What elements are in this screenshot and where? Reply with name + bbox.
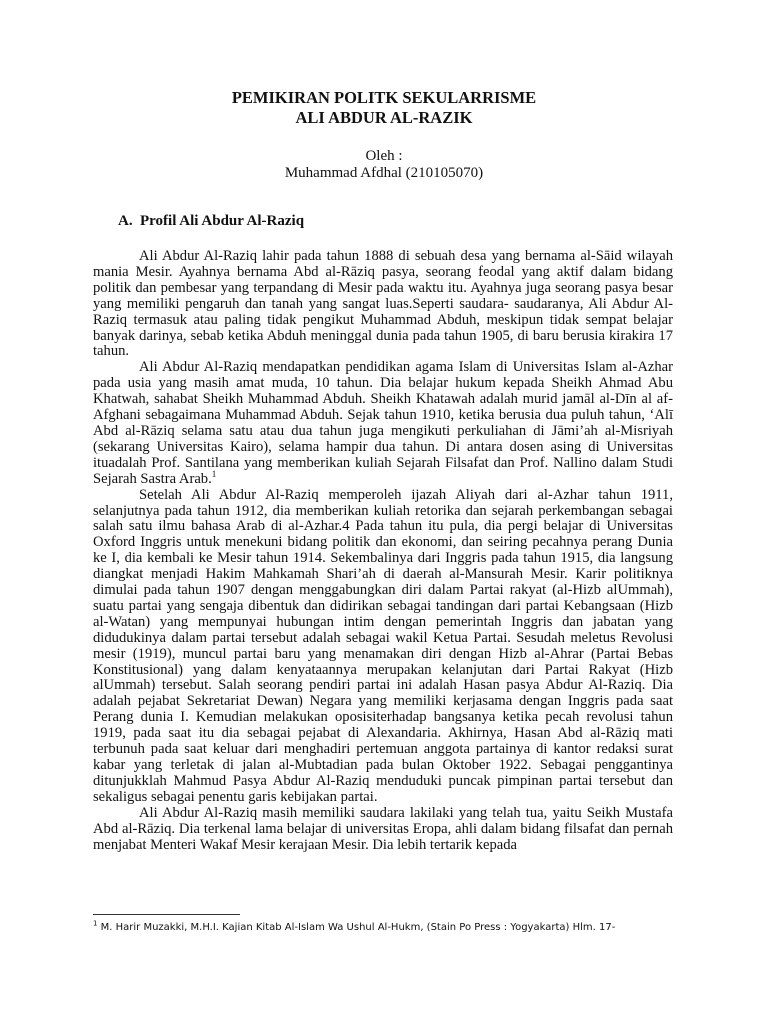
document-title [0, 88, 768, 128]
footnote-divider [93, 914, 240, 915]
title-line-1: PEMIKIRAN POLITK SEKULARRISME [231, 88, 537, 107]
paragraph-2 [93, 360, 673, 487]
footnote-number: 1 [93, 919, 98, 928]
paragraph-1: Ali Abdur Al-Raziq lahir pada tahun 1888 di sebuah desa yang bernama al-Sāid wilayah mania Mesir. Ayahnya bernama Abd al-Rāziq pasya, seorang feodal yang aktif dalam bidang politik dan pembesar yang terpandang di Mesir pada waktu itu. Ayahnya juga seorang pasya besar yang memiliki pengaruh dan tanah yang sangat luas.Seperti saudara- saudaranya, Ali Abdur Al-Raziq termasuk atau paling tidak pengikut Muhammad Abduh, meskipun tidak sempat belajar banyak darinya, sebab ketika Abduh meninggal dunia pada tahun 1905, di baru berusia kirakira 17 tahun. [93, 248, 673, 360]
title-line-2: ALI ABDUR AL-RAZIK [295, 108, 473, 127]
body-text [93, 249, 673, 853]
footnote-text: M. Harir Muzakki, M.H.I. Kajian Kitab Al-Islam Wa Ushul Al-Hukm, (Stain Po Press : Yogyakarta) Hlm. 17- [97, 922, 616, 933]
footnote-reference[interactable]: 1 [211, 468, 217, 479]
author-name: Muhammad Afdhal (210105070) [284, 165, 484, 181]
section-number: A. [118, 213, 133, 229]
section-title: Profil Ali Abdur Al-Raziq [140, 213, 305, 229]
paragraph-3: Setelah Ali Abdur Al-Raziq memperoleh ijazah Aliyah dari al-Azhar tahun 1911, selanjutnya pada tahun 1912, dia memberikan kuliah retorika dan sejarah perkembangan sebagai salah satu ilmu bahasa Arab di al-Azhar.4 Pada tahun itu pula, dia pergi belajar di Universitas Oxford Inggris untuk menekuni bidang politik dan ekonomi, dan seiring pecahnya perang Dunia ke I, dia kembali ke Mesir tahun 1914. Sekembalinya dari Inggris pada tahun 1915, dia langsung diangkat menjadi Hakim Mahkamah Shari’ah di daerah al-Mansurah Mesir. Karir politiknya dimulai pada tahun 1907 dengan menggabungkan diri dalam Partai rakyat (al-Hizb alUmmah), suatu partai yang sengaja dibentuk dan didirikan sebagai tandingan dari partai Kebangsaan (Hizb al-Watan) yang mempunyai hubungan intim dengan pemerintah Inggris dan jabatan yang didudukinya dalam partai tersebut adalah sebagai wakil Ketua Partai. Sesudah meletus Revolusi mesir (1919), muncul partai baru yang menamakan diri dengan Hizb al-Ahrar (Partai Bebas Konstitusional) yang dalam kenyataannya merupakan kelanjutan dari Partai Rakyat (Hizb alUmmah) tersebut. Salah seorang pendiri partai ini adalah Hasan pasya Abdur Al-Raziq. Dia adalah pejabat Sekretariat Dewan) Negara yang memiliki kerjasama dengan Inggris pada saat Perang dunia I. Kemudian melakukan oposisiterhadap bangsanya ketika pecah revolusi tahun 1919, pada saat itu dia sebagai pejabat di Alexandaria. Akhirnya, Hasan Abd al-Rāziq mati terbunuh pada saat keluar dari menghadiri pertemuan anggota partainya di kantor redaksi surat kabar yang terletak di jalan al-Mubtadian pada bulan Oktober 1922. Sebagai penggantinya ditunjukklah Mahmud Pasya Abdur Al-Raziq menduduki puncak pimpinan partai tersebut dan sekaligus sebagai penentu garis kebijakan partai. [93, 486, 673, 805]
section-heading [118, 213, 304, 230]
author-block [0, 148, 768, 182]
paragraph-2-text: Ali Abdur Al-Raziq mendapatkan pendidikan agama Islam di Universitas Islam al-Azhar pada usia yang masih amat muda, 10 tahun. Dia belajar hukum kepada Sheikh Ahmad Abu Khatwah, sahabat Sheikh Muhammad Abduh. Sheikh Khatawah adalah murid jamāl al-Dīn al af-Afghani sebagaimana Muhammad Abduh. Sejak tahun 1910, ketika berusia dua puluh tahun, ‘Alī Abd al-Rāziq selama satu atau dua tahun juga mengikuti perkuliahan di Jāmi’ah al-Misriyah (sekarang Universitas Kairo), selama hampir dua tahun. Di antara dosen asing di Universitas ituadalah Prof. Santilana yang memberikan kuliah Sejarah Filsafat dan Prof. Nallino dalam Studi Sejarah Sastra Arab. [93, 359, 673, 487]
paragraph-4: Ali Abdur Al-Raziq masih memiliki saudara lakilaki yang telah tua, yaitu Seikh Mustafa Abd al-Rāziq. Dia terkenal lama belajar di universitas Eropa, ahli dalam bidang filsafat dan pernah menjabat Menteri Wakaf Mesir kerajaan Mesir. Dia lebih tertarik kepada [93, 804, 673, 853]
footnote [93, 921, 693, 934]
author-by-label: Oleh : [365, 148, 403, 164]
